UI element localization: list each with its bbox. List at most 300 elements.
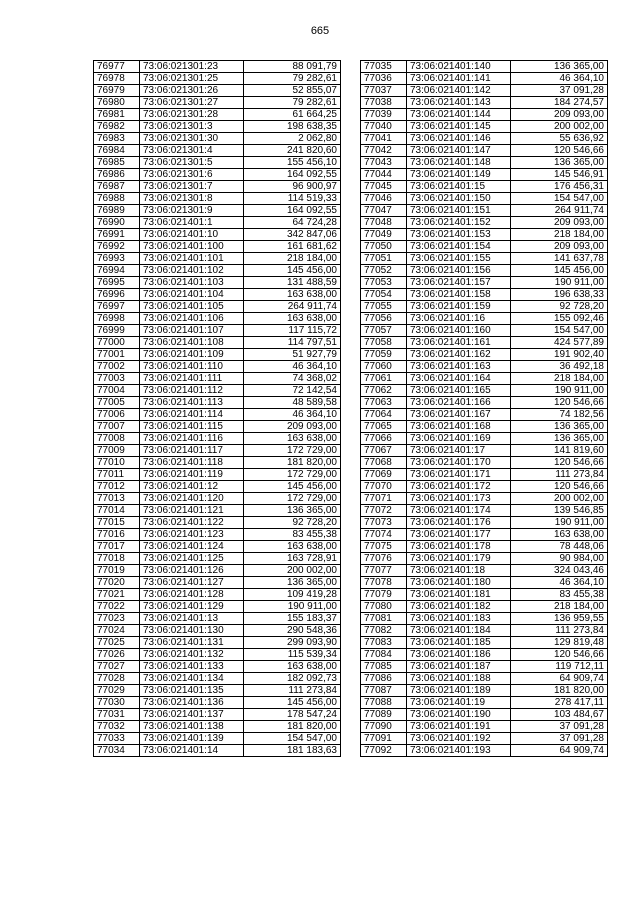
row-number-cell: 77025 — [94, 637, 140, 649]
row-number-cell: 77064 — [361, 409, 407, 421]
value-cell: 190 911,00 — [244, 601, 341, 613]
cadastral-number-cell: 73:06:021401:13 — [140, 613, 244, 625]
table-row — [94, 481, 341, 493]
value-cell: 90 984,00 — [511, 553, 608, 565]
row-number-cell: 76997 — [94, 301, 140, 313]
row-number-cell: 76996 — [94, 289, 140, 301]
value-cell: 163 638,00 — [244, 433, 341, 445]
value-cell: 111 273,84 — [511, 625, 608, 637]
row-number-cell: 77051 — [361, 253, 407, 265]
cadastral-number-cell: 73:06:021401:130 — [140, 625, 244, 637]
row-number-cell: 76998 — [94, 313, 140, 325]
value-cell: 181 820,00 — [244, 457, 341, 469]
cadastral-number-cell: 73:06:021401:146 — [407, 133, 511, 145]
cadastral-number-cell: 73:06:021401:181 — [407, 589, 511, 601]
row-number-cell: 76978 — [94, 73, 140, 85]
table-row — [94, 121, 341, 133]
cadastral-number-cell: 73:06:021401:141 — [407, 73, 511, 85]
cadastral-number-cell: 73:06:021401:166 — [407, 397, 511, 409]
table-row — [94, 601, 341, 613]
table-row — [361, 385, 608, 397]
value-cell: 264 911,74 — [244, 301, 341, 313]
cadastral-number-cell: 73:06:021401:136 — [140, 697, 244, 709]
table-row — [361, 493, 608, 505]
value-cell: 145 546,91 — [511, 169, 608, 181]
value-cell: 129 819,48 — [511, 637, 608, 649]
cadastral-number-cell: 73:06:021401:172 — [407, 481, 511, 493]
cadastral-number-cell: 73:06:021401:149 — [407, 169, 511, 181]
cadastral-number-cell: 73:06:021401:151 — [407, 205, 511, 217]
row-number-cell: 77055 — [361, 301, 407, 313]
value-cell: 145 456,00 — [244, 697, 341, 709]
cadastral-number-cell: 73:06:021401:184 — [407, 625, 511, 637]
row-number-cell: 77021 — [94, 589, 140, 601]
table-row — [94, 697, 341, 709]
value-cell: 163 728,91 — [244, 553, 341, 565]
table-row — [94, 733, 341, 745]
table-row — [361, 313, 608, 325]
value-cell: 324 043,46 — [511, 565, 608, 577]
cadastral-number-cell: 73:06:021401:192 — [407, 733, 511, 745]
cadastral-number-cell: 73:06:021401:138 — [140, 721, 244, 733]
row-number-cell: 76993 — [94, 253, 140, 265]
row-number-cell: 77019 — [94, 565, 140, 577]
table-row — [361, 517, 608, 529]
cadastral-number-cell: 73:06:021401:178 — [407, 541, 511, 553]
table-row — [94, 97, 341, 109]
value-cell: 155 456,10 — [244, 157, 341, 169]
value-cell: 79 282,61 — [244, 97, 341, 109]
cadastral-number-cell: 73:06:021401:118 — [140, 457, 244, 469]
value-cell: 190 911,00 — [511, 517, 608, 529]
table-row — [94, 373, 341, 385]
table-row — [94, 73, 341, 85]
row-number-cell: 76981 — [94, 109, 140, 121]
cadastral-number-cell: 73:06:021401:110 — [140, 361, 244, 373]
cadastral-number-cell: 73:06:021401:155 — [407, 253, 511, 265]
table-row — [94, 529, 341, 541]
row-number-cell: 77063 — [361, 397, 407, 409]
value-cell: 209 093,00 — [511, 217, 608, 229]
row-number-cell: 77015 — [94, 517, 140, 529]
value-cell: 181 183,63 — [244, 745, 341, 757]
value-cell: 163 638,00 — [244, 289, 341, 301]
cadastral-number-cell: 73:06:021401:15 — [407, 181, 511, 193]
value-cell: 2 062,80 — [244, 133, 341, 145]
row-number-cell: 77077 — [361, 565, 407, 577]
cadastral-number-cell: 73:06:021401:171 — [407, 469, 511, 481]
value-cell: 36 492,18 — [511, 361, 608, 373]
table-row — [361, 325, 608, 337]
value-cell: 92 728,20 — [244, 517, 341, 529]
table-row — [361, 445, 608, 457]
row-number-cell: 76984 — [94, 145, 140, 157]
cadastral-number-cell: 73:06:021401:147 — [407, 145, 511, 157]
value-cell: 264 911,74 — [511, 205, 608, 217]
table-row — [94, 469, 341, 481]
row-number-cell: 77071 — [361, 493, 407, 505]
value-cell: 209 093,00 — [511, 109, 608, 121]
row-number-cell: 76983 — [94, 133, 140, 145]
table-row — [361, 61, 608, 73]
value-cell: 218 184,00 — [511, 229, 608, 241]
table-row — [361, 685, 608, 697]
value-cell: 136 365,00 — [244, 505, 341, 517]
row-number-cell: 77052 — [361, 265, 407, 277]
row-number-cell: 77070 — [361, 481, 407, 493]
cadastral-number-cell: 73:06:021401:16 — [407, 313, 511, 325]
row-number-cell: 77040 — [361, 121, 407, 133]
row-number-cell: 77085 — [361, 661, 407, 673]
table-row — [94, 745, 341, 757]
cadastral-number-cell: 73:06:021401:142 — [407, 85, 511, 97]
table-row — [361, 697, 608, 709]
row-number-cell: 77020 — [94, 577, 140, 589]
row-number-cell: 77079 — [361, 589, 407, 601]
value-cell: 424 577,89 — [511, 337, 608, 349]
row-number-cell: 76988 — [94, 193, 140, 205]
cadastral-number-cell: 73:06:021401:100 — [140, 241, 244, 253]
table-row — [94, 409, 341, 421]
cadastral-number-cell: 73:06:021401:190 — [407, 709, 511, 721]
value-cell: 172 729,00 — [244, 445, 341, 457]
row-number-cell: 77088 — [361, 697, 407, 709]
cadastral-number-cell: 73:06:021401:170 — [407, 457, 511, 469]
table-row — [361, 421, 608, 433]
cadastral-number-cell: 73:06:021301:23 — [140, 61, 244, 73]
cadastral-number-cell: 73:06:021401:182 — [407, 601, 511, 613]
value-cell: 64 909,74 — [511, 673, 608, 685]
table-row — [94, 637, 341, 649]
value-cell: 161 681,62 — [244, 241, 341, 253]
cadastral-number-cell: 73:06:021401:148 — [407, 157, 511, 169]
cadastral-number-cell: 73:06:021401:157 — [407, 277, 511, 289]
table-row — [361, 433, 608, 445]
value-cell: 55 636,92 — [511, 133, 608, 145]
table-row — [94, 661, 341, 673]
row-number-cell: 77049 — [361, 229, 407, 241]
row-number-cell: 77028 — [94, 673, 140, 685]
table-row — [94, 109, 341, 121]
table-row — [361, 229, 608, 241]
table-row — [361, 409, 608, 421]
row-number-cell: 76994 — [94, 265, 140, 277]
row-number-cell: 77009 — [94, 445, 140, 457]
table-row — [361, 73, 608, 85]
value-cell: 155 183,37 — [244, 613, 341, 625]
table-row — [94, 289, 341, 301]
row-number-cell: 77078 — [361, 577, 407, 589]
table-row — [94, 85, 341, 97]
row-number-cell: 77076 — [361, 553, 407, 565]
row-number-cell: 77066 — [361, 433, 407, 445]
register-table-left — [93, 60, 341, 757]
value-cell: 51 927,79 — [244, 349, 341, 361]
value-cell: 114 797,51 — [244, 337, 341, 349]
table-row — [361, 217, 608, 229]
table-row — [361, 529, 608, 541]
table-row — [361, 97, 608, 109]
table-row — [361, 649, 608, 661]
table-row — [361, 541, 608, 553]
cadastral-number-cell: 73:06:021401:174 — [407, 505, 511, 517]
table-row — [94, 709, 341, 721]
table-row — [94, 421, 341, 433]
row-number-cell: 77003 — [94, 373, 140, 385]
value-cell: 172 729,00 — [244, 493, 341, 505]
cadastral-number-cell: 73:06:021401:128 — [140, 589, 244, 601]
table-row — [94, 157, 341, 169]
row-number-cell: 77029 — [94, 685, 140, 697]
value-cell: 218 184,00 — [511, 373, 608, 385]
cadastral-number-cell: 73:06:021401:165 — [407, 385, 511, 397]
cadastral-number-cell: 73:06:021301:9 — [140, 205, 244, 217]
row-number-cell: 76979 — [94, 85, 140, 97]
row-number-cell: 77017 — [94, 541, 140, 553]
value-cell: 190 911,00 — [511, 385, 608, 397]
cadastral-number-cell: 73:06:021401:144 — [407, 109, 511, 121]
row-number-cell: 77032 — [94, 721, 140, 733]
cadastral-number-cell: 73:06:021401:189 — [407, 685, 511, 697]
cadastral-number-cell: 73:06:021401:163 — [407, 361, 511, 373]
table-row — [94, 517, 341, 529]
value-cell: 111 273,84 — [511, 469, 608, 481]
value-cell: 198 638,35 — [244, 121, 341, 133]
table-row — [94, 541, 341, 553]
cadastral-number-cell: 73:06:021301:28 — [140, 109, 244, 121]
value-cell: 120 546,66 — [511, 145, 608, 157]
value-cell: 209 093,00 — [511, 241, 608, 253]
row-number-cell: 77089 — [361, 709, 407, 721]
table-row — [94, 445, 341, 457]
table-row — [361, 721, 608, 733]
value-cell: 218 184,00 — [511, 601, 608, 613]
row-number-cell: 76989 — [94, 205, 140, 217]
table-row — [361, 169, 608, 181]
value-cell: 136 365,00 — [511, 157, 608, 169]
cadastral-number-cell: 73:06:021401:168 — [407, 421, 511, 433]
row-number-cell: 77016 — [94, 529, 140, 541]
value-cell: 163 638,00 — [244, 661, 341, 673]
value-cell: 196 638,33 — [511, 289, 608, 301]
table-row — [361, 265, 608, 277]
value-cell: 136 959,55 — [511, 613, 608, 625]
value-cell: 120 546,66 — [511, 457, 608, 469]
value-cell: 145 456,00 — [244, 481, 341, 493]
table-row — [94, 649, 341, 661]
table-row — [361, 745, 608, 757]
table-row — [94, 61, 341, 73]
value-cell: 136 365,00 — [511, 421, 608, 433]
value-cell: 184 274,57 — [511, 97, 608, 109]
cadastral-number-cell: 73:06:021401:145 — [407, 121, 511, 133]
value-cell: 181 820,00 — [244, 721, 341, 733]
row-number-cell: 77043 — [361, 157, 407, 169]
table-row — [361, 709, 608, 721]
cadastral-number-cell: 73:06:021401:161 — [407, 337, 511, 349]
table-row — [94, 241, 341, 253]
row-number-cell: 77053 — [361, 277, 407, 289]
table-row — [361, 133, 608, 145]
cadastral-number-cell: 73:06:021301:27 — [140, 97, 244, 109]
value-cell: 141 819,60 — [511, 445, 608, 457]
value-cell: 111 273,84 — [244, 685, 341, 697]
value-cell: 88 091,79 — [244, 61, 341, 73]
row-number-cell: 77050 — [361, 241, 407, 253]
value-cell: 164 092,55 — [244, 205, 341, 217]
table-row — [361, 145, 608, 157]
cadastral-number-cell: 73:06:021401:124 — [140, 541, 244, 553]
value-cell: 78 448,06 — [511, 541, 608, 553]
table-row — [94, 169, 341, 181]
cadastral-number-cell: 73:06:021401:1 — [140, 217, 244, 229]
row-number-cell: 77075 — [361, 541, 407, 553]
table-row — [361, 109, 608, 121]
value-cell: 79 282,61 — [244, 73, 341, 85]
row-number-cell: 77087 — [361, 685, 407, 697]
value-cell: 131 488,59 — [244, 277, 341, 289]
value-cell: 136 365,00 — [511, 433, 608, 445]
row-number-cell: 77027 — [94, 661, 140, 673]
value-cell: 46 364,10 — [511, 73, 608, 85]
cadastral-number-cell: 73:06:021401:122 — [140, 517, 244, 529]
table-row — [94, 277, 341, 289]
value-cell: 163 638,00 — [511, 529, 608, 541]
value-cell: 299 093,90 — [244, 637, 341, 649]
row-number-cell: 76987 — [94, 181, 140, 193]
table-row — [94, 301, 341, 313]
value-cell: 145 456,00 — [244, 265, 341, 277]
row-number-cell: 77046 — [361, 193, 407, 205]
cadastral-number-cell: 73:06:021401:12 — [140, 481, 244, 493]
cadastral-number-cell: 73:06:021401:114 — [140, 409, 244, 421]
table-row — [94, 253, 341, 265]
row-number-cell: 77084 — [361, 649, 407, 661]
cadastral-number-cell: 73:06:021401:112 — [140, 385, 244, 397]
register-table-right-body — [361, 61, 608, 757]
row-number-cell: 77005 — [94, 397, 140, 409]
value-cell: 119 712,11 — [511, 661, 608, 673]
row-number-cell: 76977 — [94, 61, 140, 73]
cadastral-number-cell: 73:06:021301:4 — [140, 145, 244, 157]
row-number-cell: 76982 — [94, 121, 140, 133]
cadastral-number-cell: 73:06:021401:188 — [407, 673, 511, 685]
cadastral-number-cell: 73:06:021401:185 — [407, 637, 511, 649]
row-number-cell: 77047 — [361, 205, 407, 217]
cadastral-number-cell: 73:06:021301:30 — [140, 133, 244, 145]
value-cell: 72 142,54 — [244, 385, 341, 397]
row-number-cell: 77058 — [361, 337, 407, 349]
cadastral-number-cell: 73:06:021401:135 — [140, 685, 244, 697]
cadastral-number-cell: 73:06:021301:7 — [140, 181, 244, 193]
row-number-cell: 77057 — [361, 325, 407, 337]
table-row — [361, 469, 608, 481]
row-number-cell: 77056 — [361, 313, 407, 325]
table-row — [361, 289, 608, 301]
row-number-cell: 77082 — [361, 625, 407, 637]
row-number-cell: 77026 — [94, 649, 140, 661]
cadastral-number-cell: 73:06:021401:139 — [140, 733, 244, 745]
table-row — [361, 457, 608, 469]
row-number-cell: 77018 — [94, 553, 140, 565]
value-cell: 114 519,33 — [244, 193, 341, 205]
value-cell: 155 092,46 — [511, 313, 608, 325]
value-cell: 109 419,28 — [244, 589, 341, 601]
row-number-cell: 77091 — [361, 733, 407, 745]
cadastral-number-cell: 73:06:021401:137 — [140, 709, 244, 721]
table-row — [361, 337, 608, 349]
value-cell: 46 364,10 — [511, 577, 608, 589]
table-row — [94, 337, 341, 349]
table-row — [94, 217, 341, 229]
value-cell: 64 724,28 — [244, 217, 341, 229]
cadastral-number-cell: 73:06:021401:186 — [407, 649, 511, 661]
row-number-cell: 77061 — [361, 373, 407, 385]
table-row — [94, 613, 341, 625]
table-row — [361, 565, 608, 577]
row-number-cell: 77030 — [94, 697, 140, 709]
table-row — [361, 349, 608, 361]
page-number: 665 — [310, 25, 330, 37]
cadastral-number-cell: 73:06:021401:116 — [140, 433, 244, 445]
row-number-cell: 77004 — [94, 385, 140, 397]
row-number-cell: 77060 — [361, 361, 407, 373]
value-cell: 154 547,00 — [511, 193, 608, 205]
row-number-cell: 76985 — [94, 157, 140, 169]
value-cell: 342 847,06 — [244, 229, 341, 241]
cadastral-number-cell: 73:06:021401:126 — [140, 565, 244, 577]
row-number-cell: 77022 — [94, 601, 140, 613]
row-number-cell: 77092 — [361, 745, 407, 757]
table-row — [361, 577, 608, 589]
table-row — [361, 121, 608, 133]
row-number-cell: 77045 — [361, 181, 407, 193]
table-row — [94, 313, 341, 325]
cadastral-number-cell: 73:06:021401:187 — [407, 661, 511, 673]
cadastral-number-cell: 73:06:021401:125 — [140, 553, 244, 565]
table-row — [361, 361, 608, 373]
table-row — [94, 493, 341, 505]
register-table-right — [360, 60, 608, 757]
row-number-cell: 77041 — [361, 133, 407, 145]
row-number-cell: 77007 — [94, 421, 140, 433]
table-row — [94, 685, 341, 697]
table-row — [361, 661, 608, 673]
table-row — [94, 133, 341, 145]
table-row — [94, 565, 341, 577]
row-number-cell: 76992 — [94, 241, 140, 253]
row-number-cell: 77081 — [361, 613, 407, 625]
table-row — [94, 385, 341, 397]
cadastral-number-cell: 73:06:021401:191 — [407, 721, 511, 733]
cadastral-number-cell: 73:06:021301:26 — [140, 85, 244, 97]
cadastral-number-cell: 73:06:021401:179 — [407, 553, 511, 565]
row-number-cell: 77090 — [361, 721, 407, 733]
cadastral-number-cell: 73:06:021401:14 — [140, 745, 244, 757]
cadastral-number-cell: 73:06:021401:19 — [407, 697, 511, 709]
cadastral-number-cell: 73:06:021401:176 — [407, 517, 511, 529]
cadastral-number-cell: 73:06:021401:17 — [407, 445, 511, 457]
value-cell: 83 455,38 — [511, 589, 608, 601]
row-number-cell: 77038 — [361, 97, 407, 109]
cadastral-number-cell: 73:06:021401:140 — [407, 61, 511, 73]
cadastral-number-cell: 73:06:021401:115 — [140, 421, 244, 433]
table-row — [94, 325, 341, 337]
table-row — [361, 589, 608, 601]
row-number-cell: 77002 — [94, 361, 140, 373]
value-cell: 46 364,10 — [244, 361, 341, 373]
cadastral-number-cell: 73:06:021401:193 — [407, 745, 511, 757]
